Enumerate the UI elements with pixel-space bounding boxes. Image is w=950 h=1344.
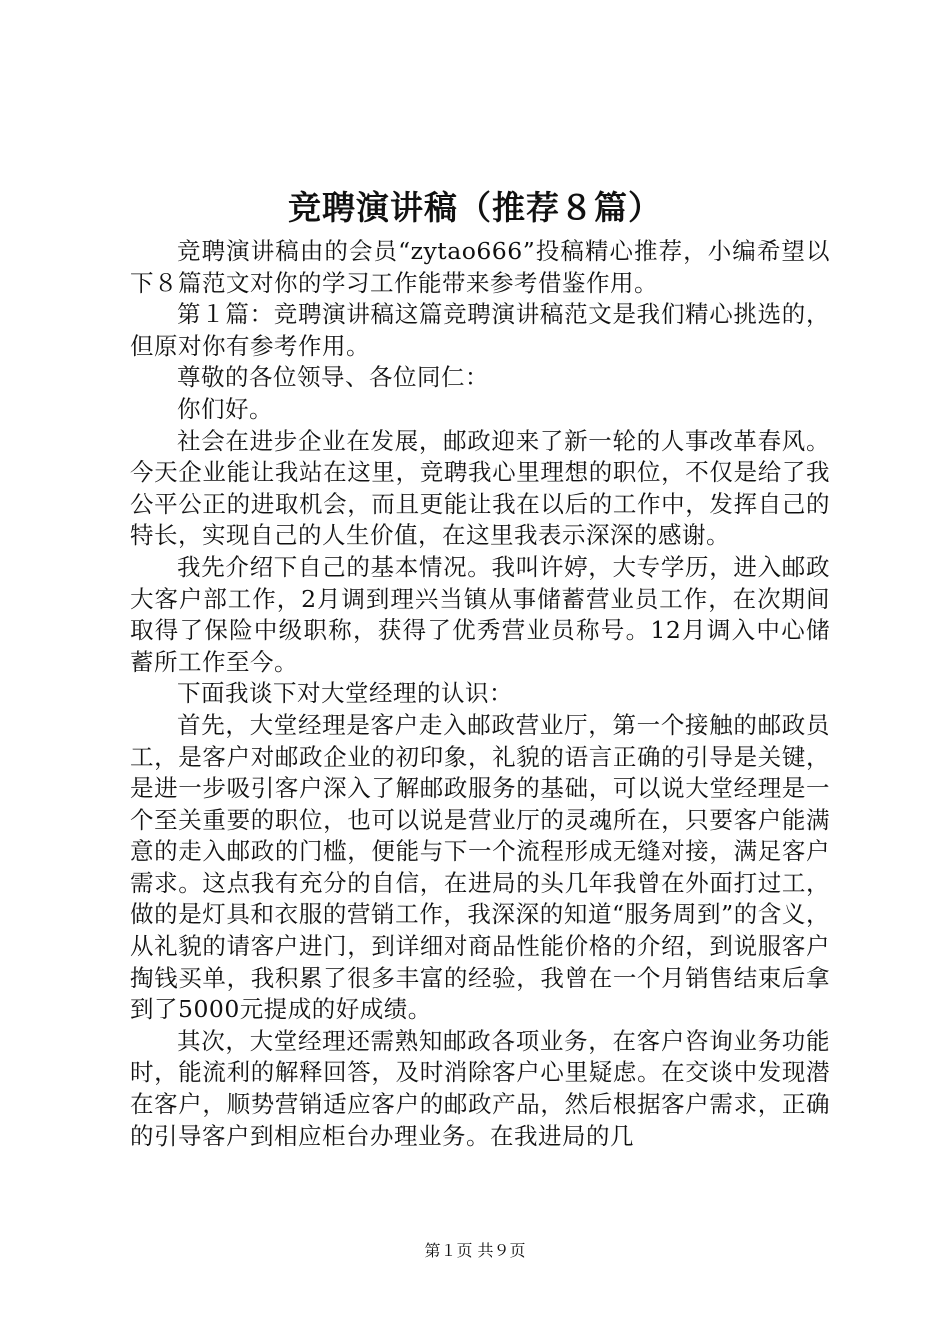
paragraph-second-point: 其次，大堂经理还需熟知邮政各项业务，在客户咨询业务功能时，能流利的解释回答，及时消除客户心里疑虑。在交谈中发现潜在客户，顺势营销适应客户的邮政产品，然后根据客户需求，正确的引导客户到相应柜台办理业务。在我进局的几 (130, 1026, 830, 1150)
document-title: 竞聘演讲稿（推荐８篇） (288, 188, 662, 227)
paragraph-topic-intro: 下面我谈下对大堂经理的认识： (177, 679, 513, 708)
page-footer: 第１页 共９页 (424, 1241, 526, 1260)
paragraph-first-point: 首先，大堂经理是客户走入邮政营业厅，第一个接触的邮政员工，是客户对邮政企业的初印象，礼貌的语言正确的引导是关键，是进一步吸引客户深入了解邮政服务的基础，可以说大堂经理是一个至关重要的职位，也可以说是营业厅的灵魂所在，只要客户能满意的走入邮政的门槛，便能与下一个流程形成无缝对接，满足客户需求。这点我有充分的自信，在进局的头几年我曾在外面打过工，做的是灯具和衣服的营销工作，我深深的知道“服务周到”的含义，从礼貌的请客户进门，到详细对商品性能价格的介绍，到说服客户掏钱买单，我积累了很多丰富的经验，我曾在一个月销售结束后拿到了5000元提成的好成绩。 (130, 710, 830, 1024)
document-body (130, 236, 830, 1152)
paragraph-greeting: 你们好。 (177, 394, 273, 423)
paragraph-salutation: 尊敬的各位领导、各位同仁： (177, 363, 489, 392)
paragraph-chapter-heading: 第１篇：竞聘演讲稿这篇竞聘演讲稿范文是我们精心挑选的，但原对你有参考作用。 (130, 300, 830, 360)
paragraph-self-intro: 我先介绍下自己的基本情况。我叫许婷，大专学历，进入邮政大客户部工作，2月调到理兴当镇从事储蓄营业员工作，在次期间取得了保险中级职称，获得了优秀营业员称号。12月调入中心储蓄所工作至今。 (130, 552, 830, 676)
paragraph-opening: 社会在进步企业在发展，邮政迎来了新一轮的人事改革春风。今天企业能让我站在这里，竞聘我心里理想的职位，不仅是给了我公平公正的进取机会，而且更能让我在以后的工作中，发挥自己的特长，实现自己的人生价值，在这里我表示深深的感谢。 (130, 426, 830, 550)
paragraph-intro: 竞聘演讲稿由的会员“zytao666”投稿精心推荐，小编希望以下８篇范文对你的学习工作能带来参考借鉴作用。 (130, 237, 830, 297)
